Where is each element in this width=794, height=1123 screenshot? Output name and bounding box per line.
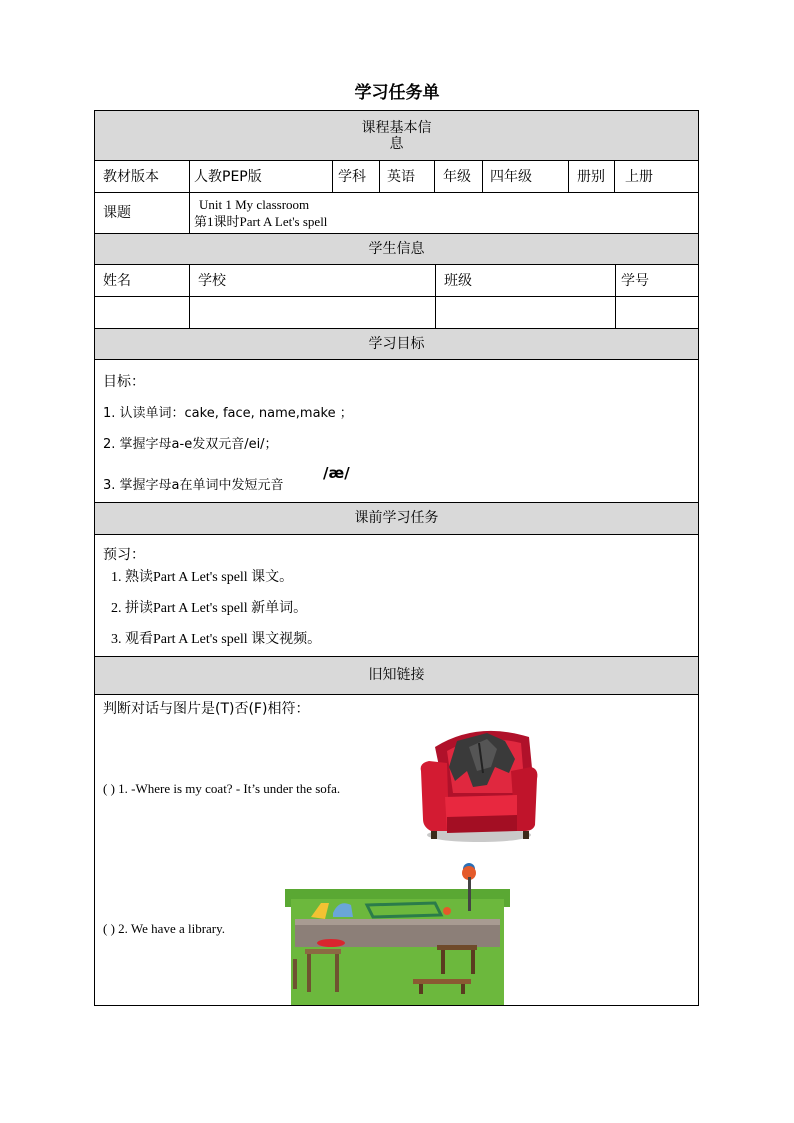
preview-intro: 预习： <box>103 547 145 563</box>
topic-line2: 第1课时Part A Let's spell <box>194 214 328 229</box>
student-info-labels-row <box>95 264 698 296</box>
topic-row <box>95 192 698 233</box>
class-label: 班级 <box>435 265 615 296</box>
objectives-body <box>95 359 698 502</box>
grade-value: 四年级 <box>482 161 568 192</box>
subject-value: 英语 <box>379 161 434 192</box>
student-info-blank-row <box>95 296 698 328</box>
objective-3: 3. 掌握字母a在单词中发短元音 <box>103 478 284 493</box>
textbook-value: 人教PEP版 <box>189 161 332 192</box>
name-label: 姓名 <box>103 272 131 289</box>
subject-label: 学科 <box>332 161 379 192</box>
volume-label: 册别 <box>568 161 614 192</box>
objectives-header: 学习目标 <box>95 328 698 359</box>
phonetic-symbol: /æ/ <box>323 464 350 482</box>
question-2: ( ) 2. We have a library. <box>103 921 226 936</box>
number-blank <box>615 297 698 328</box>
school-label: 学校 <box>189 265 435 296</box>
student-info-header: 学生信息 <box>95 233 698 264</box>
textbook-label: 教材版本 <box>103 168 159 185</box>
preview-header: 课前学习任务 <box>95 502 698 534</box>
class-blank <box>435 297 615 328</box>
course-info-header-line1: 课程基本信 <box>361 120 432 136</box>
objective-2: 2. 掌握字母a-e发双元音/ei/； <box>103 437 278 452</box>
playground-image <box>285 859 510 1005</box>
preview-body <box>95 534 698 656</box>
preview-task-3: 3. 观看Part A Let's spell 课文视频。 <box>111 632 322 647</box>
course-info-row <box>95 160 698 192</box>
grade-label: 年级 <box>434 161 482 192</box>
armchair-with-coat-image <box>417 727 539 845</box>
review-instruction: 判断对话与图片是(T)否(F)相符： <box>103 701 310 717</box>
review-header: 旧知链接 <box>95 656 698 694</box>
task-sheet <box>94 110 699 1006</box>
course-info-header-line2: 息 <box>389 136 404 152</box>
course-info-header <box>95 111 698 160</box>
topic-label: 课题 <box>103 205 131 221</box>
topic-value <box>189 193 698 233</box>
volume-value: 上册 <box>614 161 698 192</box>
objectives-intro: 目标： <box>103 374 145 390</box>
name-blank <box>95 297 189 328</box>
topic-line1: Unit 1 My classroom <box>199 197 310 212</box>
question-1: ( ) 1. -Where is my coat? - It’s under the sofa. <box>103 781 341 796</box>
school-blank <box>189 297 435 328</box>
preview-task-1: 1. 熟读Part A Let's spell 课文。 <box>111 570 294 585</box>
review-body <box>95 694 698 1005</box>
preview-task-2: 2. 拼读Part A Let's spell 新单词。 <box>111 601 308 616</box>
objective-1: 1. 认读单词：cake, face, name,make ； <box>103 406 353 421</box>
number-label: 学号 <box>615 265 698 296</box>
page-title: 学习任务单 <box>354 83 440 103</box>
